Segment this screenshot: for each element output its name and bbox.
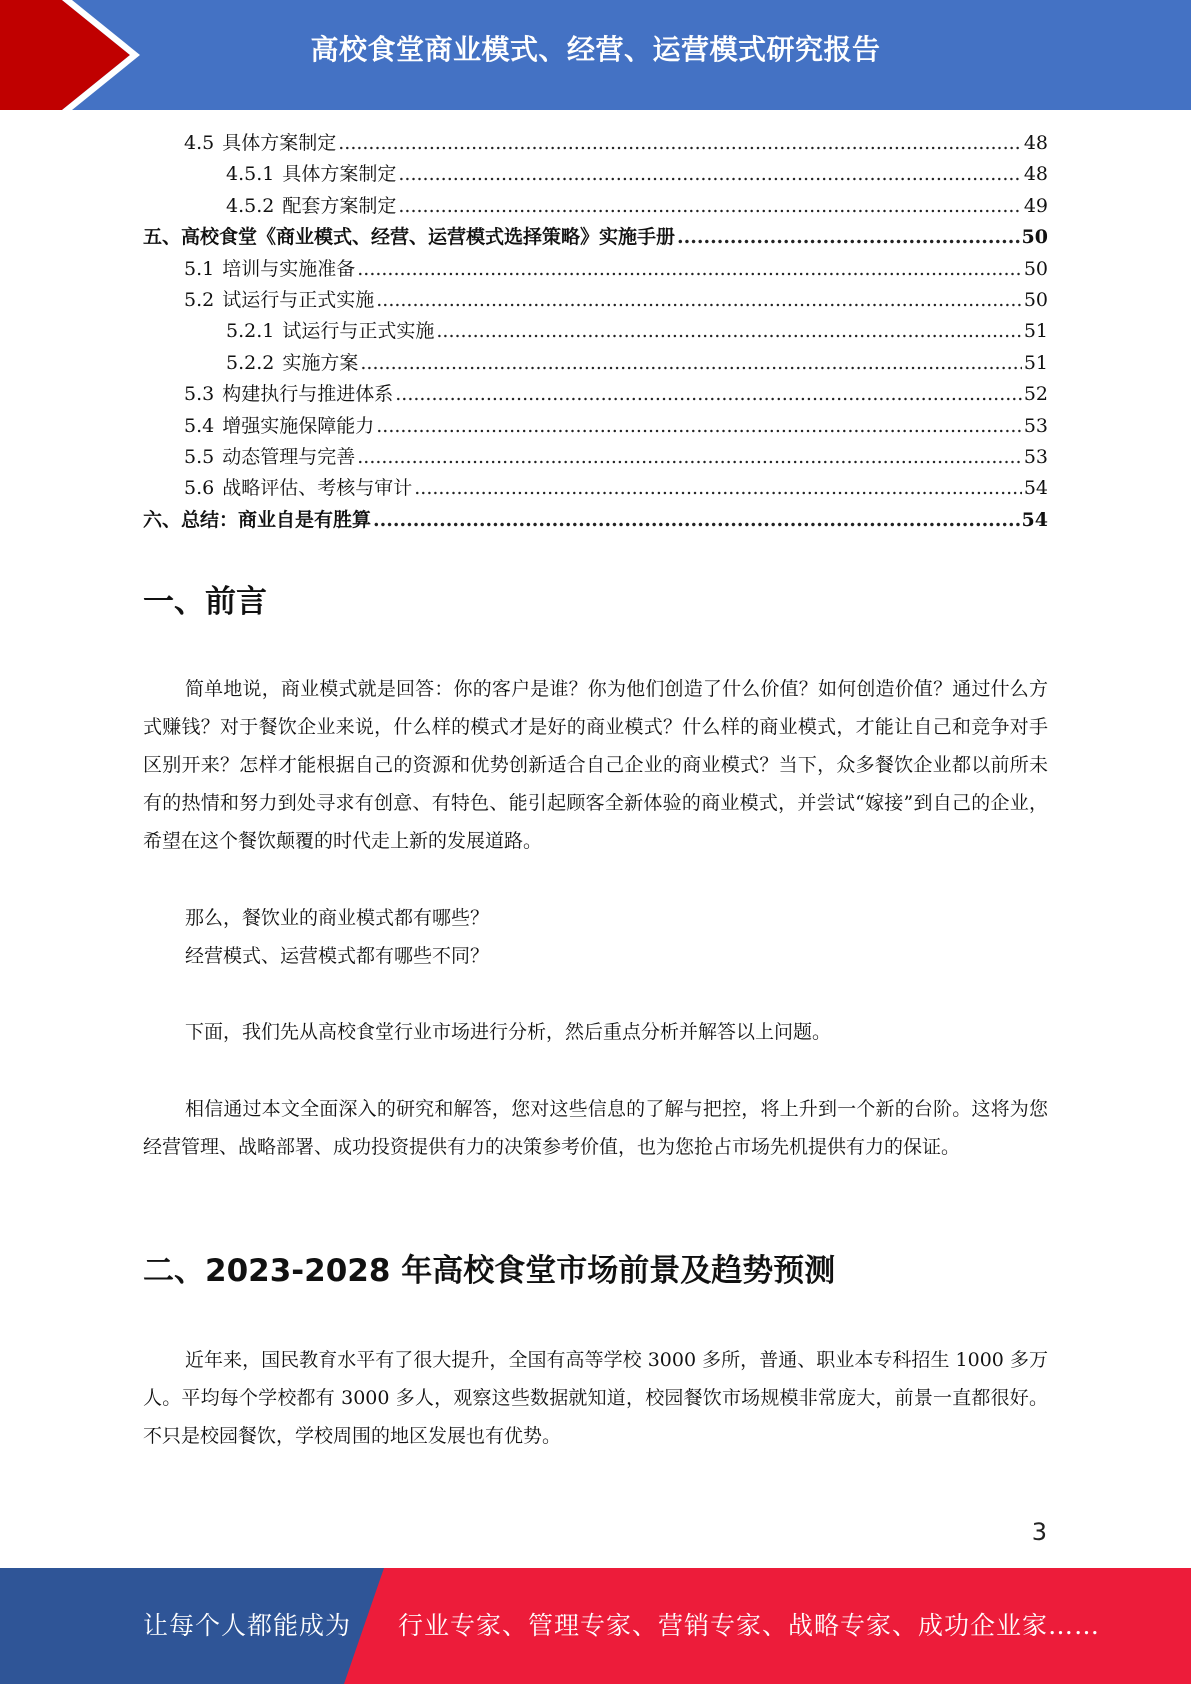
toc-entry-title: 战略评估、考核与审计 bbox=[222, 477, 413, 500]
toc-entry-number: 5.3 bbox=[184, 383, 215, 406]
toc-entry[interactable] bbox=[143, 473, 1048, 504]
table-of-contents bbox=[143, 128, 1048, 536]
toc-entry-title: 增强实施保障能力 bbox=[222, 414, 375, 437]
footer-slogan-right: 行业专家、管理专家、营销专家、战略专家、成功企业家…… bbox=[398, 1611, 1101, 1640]
toc-dot-leader bbox=[373, 509, 1020, 531]
toc-entry-page: 48 bbox=[1023, 163, 1048, 186]
toc-entry-number: 5.5 bbox=[184, 445, 215, 468]
toc-entry[interactable] bbox=[143, 411, 1048, 442]
toc-entry[interactable] bbox=[143, 191, 1048, 222]
toc-entry-number: 5.2.1 bbox=[226, 320, 275, 343]
page-number: 3 bbox=[1031, 1518, 1047, 1546]
toc-entry-page: 50 bbox=[1023, 288, 1048, 311]
toc-entry-number: 5.4 bbox=[184, 414, 215, 437]
preface-paragraph-2: 那么，餐饮业的商业模式都有哪些？ bbox=[185, 907, 490, 929]
toc-dot-leader bbox=[376, 415, 1022, 437]
toc-entry-title: 实施方案 bbox=[282, 351, 359, 374]
toc-entry-page: 53 bbox=[1023, 445, 1048, 468]
preface-paragraph-5: 相信通过本文全面深入的研究和解答，您对这些信息的了解与把控，将上升到一个新的台阶。这将为您经营管理、战略部署、成功投资提供有力的决策参考价值，也为您抢占市场先机提供有力的保证。 bbox=[143, 1098, 1048, 1158]
toc-dot-leader bbox=[436, 320, 1021, 342]
toc-entry-title: 构建执行与推进体系 bbox=[222, 383, 394, 406]
toc-entry[interactable] bbox=[143, 505, 1048, 536]
toc-entry-page: 49 bbox=[1023, 194, 1048, 217]
document-title: 高校食堂商业模式、经营、运营模式研究报告 bbox=[310, 33, 881, 66]
toc-entry[interactable] bbox=[143, 254, 1048, 285]
toc-dot-leader bbox=[398, 163, 1021, 185]
preface-paragraph-4: 下面，我们先从高校食堂行业市场进行分析，然后重点分析并解答以上问题。 bbox=[185, 1021, 832, 1043]
toc-entry-number: 5.1 bbox=[184, 257, 215, 280]
footer-slogan-left: 让每个人都能成为 bbox=[143, 1611, 352, 1640]
toc-entry-title: 试运行与正式实施 bbox=[222, 288, 375, 311]
toc-entry-page: 50 bbox=[1023, 257, 1048, 280]
toc-entry[interactable] bbox=[143, 379, 1048, 410]
toc-entry-title: 动态管理与完善 bbox=[222, 445, 356, 468]
preface-paragraph-3: 经营模式、运营模式都有哪些不同？ bbox=[185, 945, 490, 967]
toc-entry-number: 5.2 bbox=[184, 288, 215, 311]
toc-dot-leader bbox=[414, 477, 1022, 499]
preface-paragraph-1: 简单地说，商业模式就是回答：你的客户是谁？你为他们创造了什么价值？如何创造价值？通过什么方式赚钱？对于餐饮企业来说，什么样的模式才是好的商业模式？什么样的商业模式，才能让自己和竞争对手区别开来？怎样才能根据自己的资源和优势创新适合自己企业的商业模式？当下，众多餐饮企业都以前所未有的热情和努力到处寻求有创意、有特色、能引起顾客全新体验的商业模式，并尝试“嫁接”到自己的企业，希望在这个餐饮颠覆的时代走上新的发展道路。 bbox=[143, 678, 1048, 852]
toc-entry-title: 试运行与正式实施 bbox=[282, 320, 435, 343]
toc-dot-leader bbox=[338, 132, 1022, 154]
toc-entry[interactable] bbox=[143, 222, 1048, 253]
toc-entry[interactable] bbox=[143, 285, 1048, 316]
section-heading-preface: 一、前言 bbox=[143, 584, 267, 620]
toc-entry-title: 五、高校食堂《商业模式、经营、运营模式选择策略》实施手册 bbox=[143, 226, 676, 249]
toc-entry-page: 48 bbox=[1023, 132, 1048, 154]
toc-dot-leader bbox=[677, 226, 1020, 248]
toc-dot-leader bbox=[357, 258, 1022, 280]
toc-entry[interactable] bbox=[143, 348, 1048, 379]
toc-entry-page: 51 bbox=[1023, 351, 1048, 374]
toc-entry[interactable] bbox=[143, 316, 1048, 347]
page-header bbox=[0, 0, 1191, 110]
toc-entry-number: 4.5 bbox=[184, 132, 215, 154]
toc-entry-title: 培训与实施准备 bbox=[222, 257, 356, 280]
toc-entry-title: 具体方案制定 bbox=[282, 163, 397, 186]
toc-entry-number: 4.5.2 bbox=[226, 194, 275, 217]
toc-dot-leader bbox=[395, 383, 1022, 405]
section-heading-forecast: 二、2023-2028 年高校食堂市场前景及趋势预测 bbox=[143, 1253, 836, 1289]
toc-entry-page: 52 bbox=[1023, 383, 1048, 406]
toc-entry-page: 53 bbox=[1023, 414, 1048, 437]
toc-entry-page: 54 bbox=[1023, 477, 1048, 500]
toc-dot-leader bbox=[376, 289, 1022, 311]
toc-entry-page: 54 bbox=[1021, 508, 1048, 531]
toc-entry-number: 5.2.2 bbox=[226, 351, 275, 374]
toc-entry-title: 配套方案制定 bbox=[282, 194, 397, 217]
toc-dot-leader bbox=[398, 195, 1021, 217]
forecast-paragraph-1: 近年来，国民教育水平有了很大提升，全国有高等学校 3000 多所，普通、职业本专科招生 1000 多万人。平均每个学校都有 3000 多人，观察这些数据就知道，校园餐饮市场规模非常庞大，前景一直都很好。不只是校园餐饮，学校周围的地区发展也有优势。 bbox=[143, 1349, 1048, 1447]
page-footer bbox=[0, 1568, 1191, 1684]
toc-entry-number: 4.5.1 bbox=[226, 163, 275, 186]
toc-entry-title: 具体方案制定 bbox=[222, 132, 337, 154]
toc-entry-title: 六、总结：商业自是有胜算 bbox=[143, 508, 372, 531]
toc-dot-leader bbox=[357, 446, 1022, 468]
toc-dot-leader bbox=[360, 352, 1021, 374]
toc-entry-number: 5.6 bbox=[184, 477, 215, 500]
toc-entry-page: 51 bbox=[1023, 320, 1048, 343]
toc-entry-page: 50 bbox=[1021, 226, 1048, 249]
toc-entry[interactable] bbox=[143, 159, 1048, 190]
toc-entry[interactable] bbox=[143, 128, 1048, 159]
toc-entry[interactable] bbox=[143, 442, 1048, 473]
